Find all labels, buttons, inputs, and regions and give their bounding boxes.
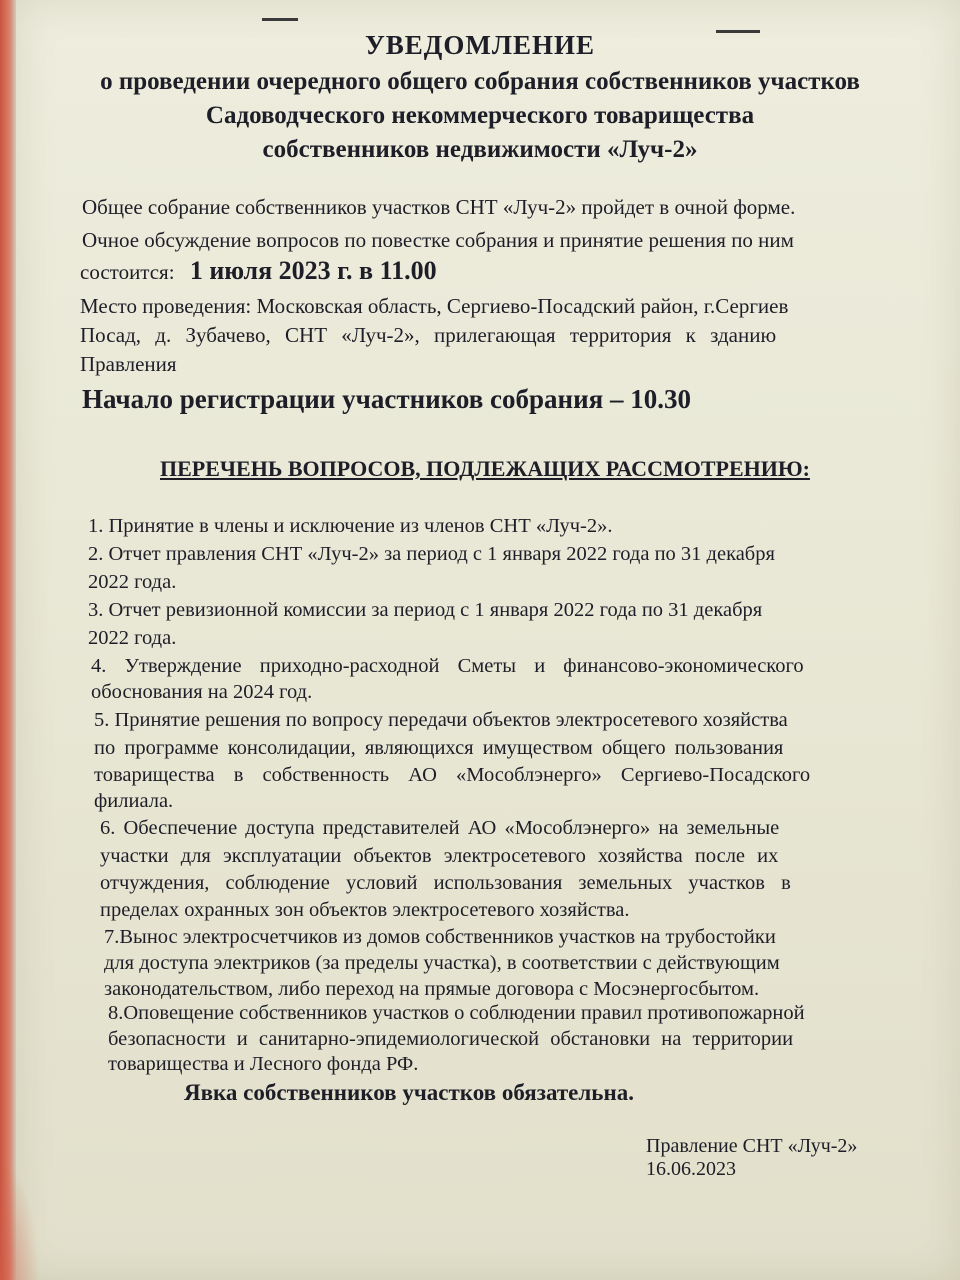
agenda-line-3: 2022 года. [88,571,177,593]
agenda-line-15: пределах охранных зон объектов электросетевого хозяйства. [100,899,630,921]
notice-title: УВЕДОМЛЕНИЕ [364,30,596,60]
agenda-line-7: обоснования на 2024 год. [91,681,313,703]
signature-date: 16.06.2023 [646,1158,736,1180]
agenda-heading: ПЕРЕЧЕНЬ ВОПРОСОВ, ПОДЛЕЖАЩИХ РАССМОТРЕНИЮ: [160,456,810,481]
red-corner-shadow [0,1160,40,1280]
agenda-line-10: товарищества в собственность АО «Мособлэнерго» Сергиево-Посадского [94,764,811,786]
agenda-line-21: товарищества и Лесного фонда РФ. [108,1053,419,1075]
place-line-1: Место проведения: Московская область, Сергиево-Посадский район, г.Сергиев [80,294,789,318]
meeting-date-prefix: состоится: [80,260,175,284]
agenda-line-11: филиала. [94,790,174,812]
signature-org: Правление СНТ «Луч-2» [646,1135,858,1157]
agenda-line-18: законодательством, либо переход на прямые договора с Мосэнергосбытом. [104,978,760,1000]
agenda-line-6: 4. Утверждение приходно-расходной Сметы и финансово-экономического [91,655,804,677]
meeting-date-value: 1 июля 2023 г. в 11.00 [189,256,437,285]
agenda-line-14: отчуждения, соблюдение условий использования земельных участков в [100,872,791,894]
agenda-line-8: 5. Принятие решения по вопросу передачи объектов электросетевого хозяйства [94,709,788,731]
agenda-line-13: участки для эксплуатации объектов электросетевого хозяйства после их [100,845,779,867]
agenda-line-4: 3. Отчет ревизионной комиссии за период с 1 января 2022 года по 31 декабря [88,599,763,621]
notice-subtitle-line-1: о проведении очередного общего собрания собственников участков [100,68,860,95]
agenda-line-9: по программе консолидации, являющихся имуществом общего пользования [94,737,784,759]
agenda-line-2: 2. Отчет правления СНТ «Луч-2» за период с 1 января 2022 года по 31 декабря [88,543,775,565]
agenda-line-17: для доступа электриков (за пределы участка), в соответствии с действующим [104,952,780,974]
agenda-line-20: безопасности и санитарно-эпидемиологической обстановки на территории [108,1028,794,1050]
place-line-2: Посад, д. Зубачево, СНТ «Луч-2», прилегающая территория к зданию [80,323,777,347]
agenda-line-1: 1. Принятие в члены и исключение из членов СНТ «Луч-2». [88,515,613,537]
intro-line-1: Общее собрание собственников участков СНТ «Луч-2» пройдет в очной форме. [82,195,796,219]
attendance-required: Явка собственников участков обязательна. [184,1080,634,1105]
tape-mark-left [262,18,298,21]
place-line-3: Правления [80,352,177,376]
agenda-line-16: 7.Вынос электросчетчиков из домов собственников участков на трубостойки [104,926,776,948]
registration-start: Начало регистрации участников собрания – 10.30 [82,384,692,414]
agenda-line-19: 8.Оповещение собственников участков о соблюдении правил противопожарной [108,1002,805,1024]
notice-subtitle-line-3: собственников недвижимости «Луч-2» [262,136,698,163]
intro-line-2: Очное обсуждение вопросов по повестке собрания и принятие решения по ним [82,228,794,252]
agenda-line-12: 6. Обеспечение доступа представителей АО «Мособлэнерго» на земельные [100,817,780,839]
notice-subtitle-line-2: Садоводческого некоммерческого товарищества [205,102,755,129]
agenda-line-5: 2022 года. [88,627,177,649]
red-folder-edge [0,0,16,1280]
meeting-date-row [80,256,437,286]
